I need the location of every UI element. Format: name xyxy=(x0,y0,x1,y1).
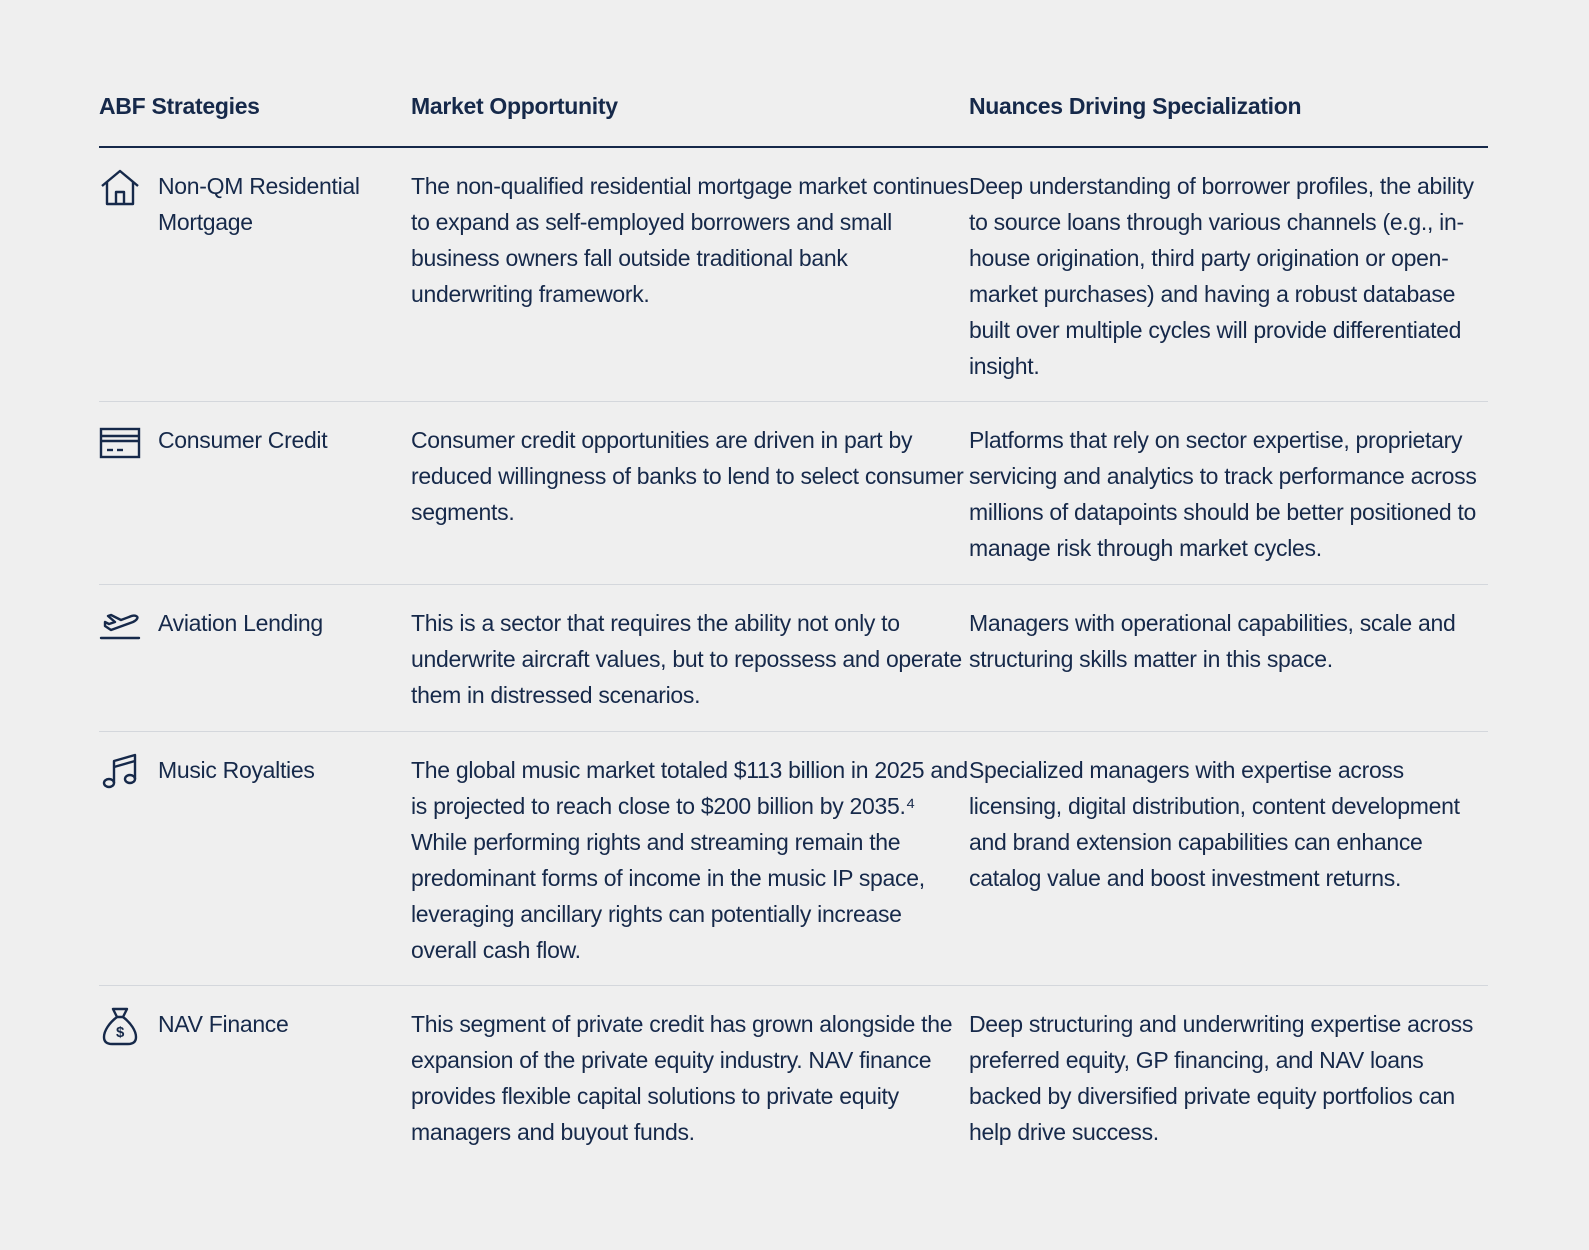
table-header xyxy=(99,88,1488,148)
header-nuances: Nuances Driving Specialization xyxy=(969,93,1302,119)
header-market-opportunity: Market Opportunity xyxy=(411,93,618,119)
house-icon xyxy=(99,167,141,209)
strategy-name: Aviation Lending xyxy=(158,610,323,636)
strategy-name: NAV Finance xyxy=(158,1011,289,1037)
table-row xyxy=(99,585,1488,732)
credit-card-icon xyxy=(99,421,141,463)
opportunity-text: This is a sector that requires the ability not only to underwrite aircraft values, but to repossess and operate them in distressed scenarios. xyxy=(411,610,962,708)
table-row xyxy=(99,148,1488,402)
money-bag-icon xyxy=(99,1005,141,1047)
strategy-cell xyxy=(99,168,411,240)
strategy-cell xyxy=(99,422,411,463)
nuances-text: Specialized managers with expertise across licensing, digital distribution, content development and brand extension capabilities can enhance catalog value and boost investment returns. xyxy=(969,757,1460,891)
strategy-name: Music Royalties xyxy=(158,757,315,783)
abf-strategies-table xyxy=(99,88,1488,1166)
opportunity-text: The global music market totaled $113 billion in 2025 and is projected to reach close to $200 billion by 2035.⁴ While performing rights and streaming remain the predominant forms of income in the music IP space, leveraging ancillary rights can potentially increase overall cash flow. xyxy=(411,757,968,963)
nuances-text: Platforms that rely on sector expertise, proprietary servicing and analytics to track performance across millions of datapoints should be better positioned to manage risk through market cycles. xyxy=(969,427,1477,561)
svg-text:$: $ xyxy=(115,1024,125,1041)
nuances-text: Deep understanding of borrower profiles, the ability to source loans through various channels (e.g., in-house origination, third party origination or open-market purchases) and having a robust database built over multiple cycles will provide differentiated insight. xyxy=(969,173,1474,379)
table-row xyxy=(99,732,1488,986)
strategy-cell xyxy=(99,605,411,646)
opportunity-text: The non-qualified residential mortgage market continues to expand as self-employed borrowers and small business owners fall outside traditional bank underwriting framework. xyxy=(411,173,969,307)
strategy-cell xyxy=(99,752,411,793)
strategy-name: Consumer Credit xyxy=(158,427,328,453)
opportunity-text: This segment of private credit has grown alongside the expansion of the private equity industry. NAV finance provides flexible capital solutions to private equity managers and buyout funds. xyxy=(411,1011,953,1145)
table-row xyxy=(99,986,1488,1166)
opportunity-text: Consumer credit opportunities are driven in part by reduced willingness of banks to lend to select consumer segments. xyxy=(411,427,964,525)
table-row xyxy=(99,402,1488,585)
nuances-text: Managers with operational capabilities, scale and structuring skills matter in this space. xyxy=(969,610,1456,672)
music-note-icon xyxy=(99,751,141,793)
strategy-name: Non-QM Residential Mortgage xyxy=(158,173,360,235)
nuances-text: Deep structuring and underwriting expertise across preferred equity, GP financing, and NAV loans backed by diversified private equity portfolios can help drive success. xyxy=(969,1011,1474,1145)
airplane-icon xyxy=(99,604,141,646)
header-abf-strategies: ABF Strategies xyxy=(99,93,260,119)
strategy-cell xyxy=(99,1006,411,1047)
